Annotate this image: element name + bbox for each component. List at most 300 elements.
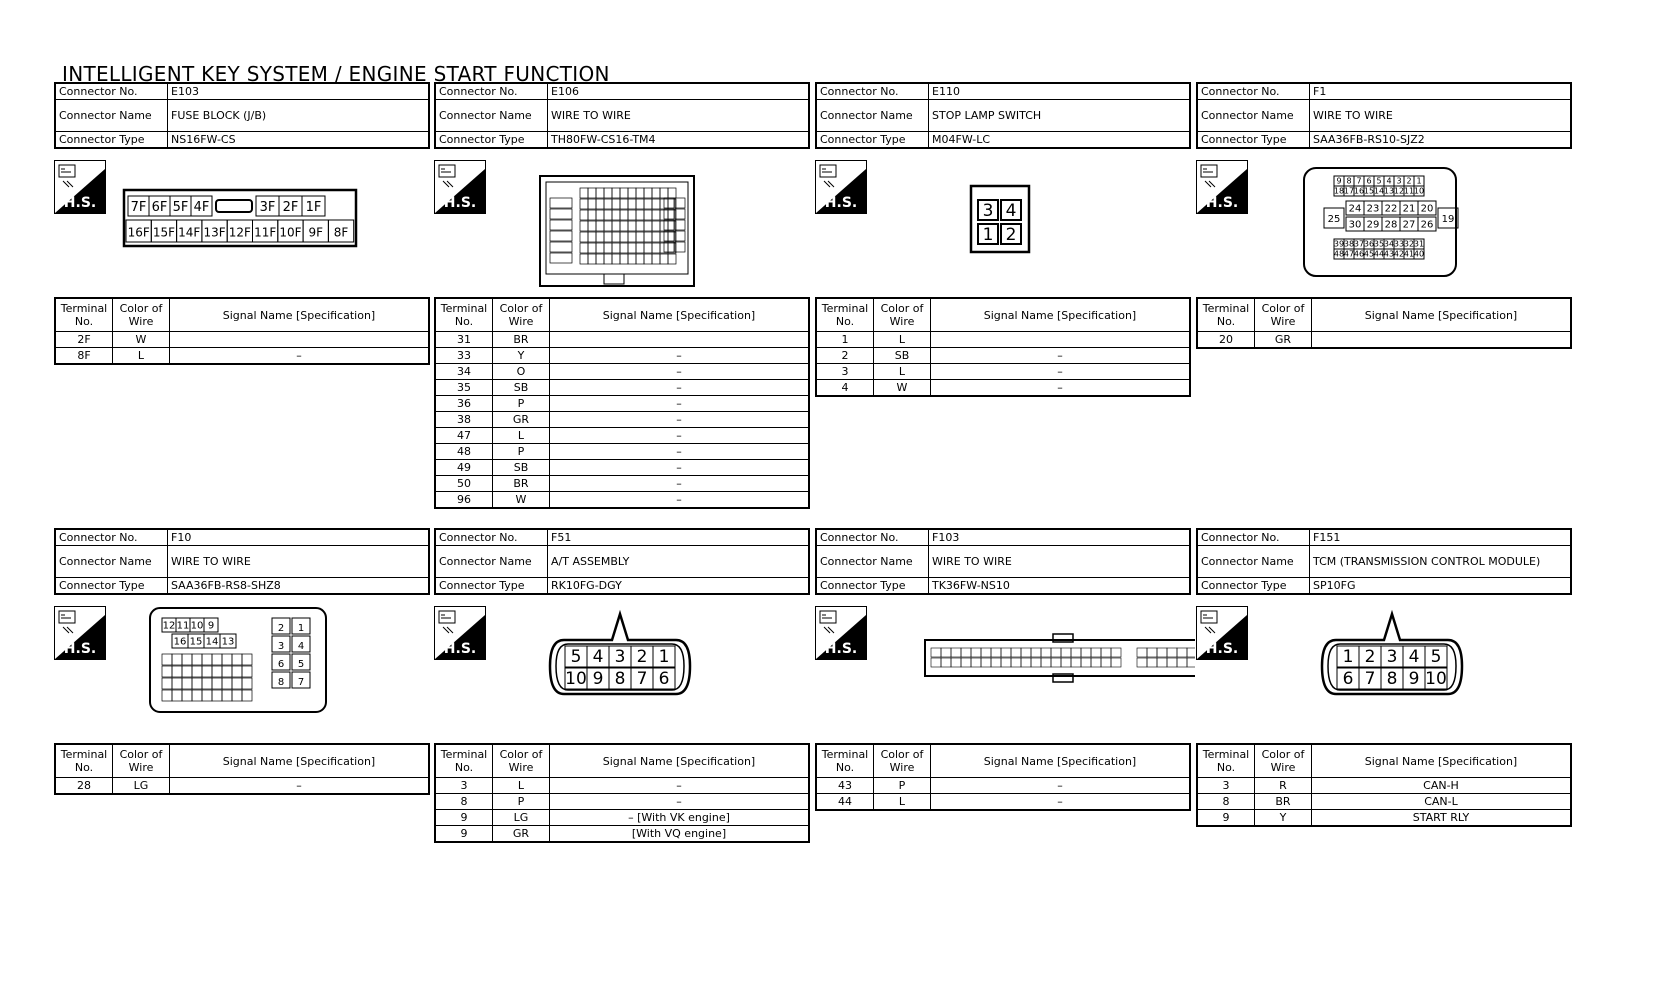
pin-label: 10: [190, 620, 204, 632]
pin-label: 36: [1363, 239, 1375, 249]
pin-label: 7F: [130, 200, 147, 215]
terminal-row: [816, 778, 1190, 794]
pin-label: 10: [1413, 186, 1425, 196]
wire-color: SB: [493, 380, 550, 396]
pin-label: 7: [636, 668, 648, 689]
terminal-row: [55, 778, 429, 795]
signal-name: –: [931, 778, 1191, 794]
terminal-no: 1: [816, 332, 874, 348]
wire-color: W: [113, 332, 170, 348]
signal-table: [815, 743, 1191, 811]
connector-name: WIRE TO WIRE: [929, 546, 1191, 578]
signal-name: –: [931, 380, 1191, 397]
connector-name-label: Connector Name: [1197, 100, 1310, 132]
terminal-no-header: Terminal No.: [816, 744, 874, 778]
pin-label: 37: [1353, 239, 1365, 249]
wire-color: BR: [1255, 794, 1312, 810]
signal-name: –: [550, 476, 810, 492]
wire-color: Y: [493, 348, 550, 364]
connector-no-label: Connector No.: [1197, 83, 1310, 100]
connector-block-f151: [1196, 528, 1576, 968]
signal-table: [434, 297, 810, 509]
signal-name: –: [550, 778, 810, 794]
pin-label: 5: [570, 646, 582, 667]
wire-color: GR: [1255, 332, 1312, 349]
connector-block-e110: [815, 82, 1195, 522]
signal-name-header: Signal Name [Specification]: [170, 744, 430, 778]
pin-label: 2: [636, 646, 648, 667]
wire-color: BR: [493, 332, 550, 348]
connector-header: [434, 82, 810, 149]
connector-type: RK10FG-DGY: [548, 578, 810, 595]
pin-label: 3: [1396, 176, 1402, 186]
signal-name-header: Signal Name [Specification]: [550, 298, 810, 332]
pin-label: 10: [1425, 668, 1447, 689]
pin-label: 47: [1343, 249, 1355, 259]
pin-label: 26: [1420, 219, 1434, 231]
terminal-no: 9: [435, 810, 493, 826]
terminal-no: 28: [55, 778, 113, 795]
pin-label: 11: [1403, 186, 1415, 196]
harness-side-icon: [435, 607, 485, 659]
pin-label: 32: [1403, 239, 1415, 249]
pin-label: 6: [277, 659, 285, 670]
wire-color: P: [493, 396, 550, 412]
connector-type-label: Connector Type: [55, 132, 168, 149]
wire-color: BR: [493, 476, 550, 492]
pin-label: 4: [1386, 176, 1392, 186]
wire-color: SB: [874, 348, 931, 364]
signal-name: –: [550, 794, 810, 810]
terminal-no: 8F: [55, 348, 113, 365]
hs-badge: [1196, 160, 1248, 214]
terminal-no: 20: [1197, 332, 1255, 349]
terminal-no: 49: [435, 460, 493, 476]
terminal-row: [435, 460, 809, 476]
signal-name: –: [931, 364, 1191, 380]
connector-no-label: Connector No.: [435, 83, 548, 100]
signal-name: –: [550, 364, 810, 380]
pin-label: 4: [1005, 201, 1017, 221]
terminal-row: [816, 332, 1190, 348]
terminal-no: 36: [435, 396, 493, 412]
signal-name: [170, 332, 430, 348]
hs-label: H.S.: [824, 195, 858, 211]
connector-name: WIRE TO WIRE: [548, 100, 810, 132]
signal-name: [550, 332, 810, 348]
signal-name: –: [550, 396, 810, 412]
terminal-no: 96: [435, 492, 493, 509]
hs-badge: [1196, 606, 1248, 660]
pin-label: 2: [277, 623, 285, 634]
terminal-row: [435, 428, 809, 444]
wire-color: L: [493, 428, 550, 444]
wire-color: L: [874, 364, 931, 380]
pin-label: 11F: [254, 225, 277, 240]
connector-name: WIRE TO WIRE: [168, 546, 430, 578]
pin-label: 31: [1413, 239, 1425, 249]
connector-header: [815, 82, 1191, 149]
pin-label: 4: [592, 646, 604, 667]
harness-side-icon: [816, 161, 866, 213]
wire-color: Y: [1255, 810, 1312, 827]
terminal-row: [816, 380, 1190, 397]
pin-label: 5F: [172, 200, 189, 215]
terminal-row: [435, 778, 809, 794]
signal-name: –: [931, 794, 1191, 811]
pin-label: 2: [1406, 176, 1412, 186]
pin-label: 4: [297, 641, 305, 652]
connector-no-label: Connector No.: [55, 529, 168, 546]
pin-label: 13F: [203, 225, 226, 240]
terminal-no: 43: [816, 778, 874, 794]
connector-no: F1: [1310, 83, 1572, 100]
signal-table: [434, 743, 810, 843]
wire-color: L: [874, 332, 931, 348]
terminal-no: 34: [435, 364, 493, 380]
connector-header: [434, 528, 810, 595]
connector-type: TK36FW-NS10: [929, 578, 1191, 595]
connector-no: E106: [548, 83, 810, 100]
signal-name-header: Signal Name [Specification]: [170, 298, 430, 332]
pin-label: 28: [1384, 219, 1398, 231]
signal-name: –: [170, 778, 430, 795]
color-of-wire-header: Color of Wire: [113, 744, 170, 778]
pin-label: 1: [1416, 176, 1422, 186]
signal-name-header: Signal Name [Specification]: [550, 744, 810, 778]
pin-label: 10: [565, 668, 587, 689]
connector-name: STOP LAMP SWITCH: [929, 100, 1191, 132]
connector-no-label: Connector No.: [1197, 529, 1310, 546]
wire-color: GR: [493, 412, 550, 428]
pin-label: 40: [1413, 249, 1425, 259]
connector-name: TCM (TRANSMISSION CONTROL MODULE): [1310, 546, 1572, 578]
pin-label: 45: [1363, 249, 1375, 259]
terminal-row: [435, 412, 809, 428]
connector-name: A/T ASSEMBLY: [548, 546, 810, 578]
connector-block-f1: [1196, 82, 1576, 522]
color-of-wire-header: Color of Wire: [113, 298, 170, 332]
connector-name-label: Connector Name: [435, 100, 548, 132]
pin-label: 12: [1393, 186, 1405, 196]
connector-type-label: Connector Type: [816, 578, 929, 595]
pin-label: 5: [297, 659, 305, 670]
wire-color: LG: [493, 810, 550, 826]
pin-label: 38: [1343, 239, 1355, 249]
connector-no-label: Connector No.: [816, 529, 929, 546]
connector-no: E103: [168, 83, 430, 100]
pin-label: 1F: [305, 200, 322, 215]
connector-block-e103: [54, 82, 434, 522]
signal-name: –: [550, 380, 810, 396]
terminal-row: [435, 492, 809, 509]
connector-name: FUSE BLOCK (J/B): [168, 100, 430, 132]
hs-label: H.S.: [443, 641, 477, 657]
terminal-no-header: Terminal No.: [435, 744, 493, 778]
connector-diagram: [114, 604, 434, 734]
color-of-wire-header: Color of Wire: [874, 298, 931, 332]
terminal-no-header: Terminal No.: [55, 298, 113, 332]
connector-name-label: Connector Name: [816, 546, 929, 578]
terminal-row: [816, 348, 1190, 364]
signal-name: –: [550, 444, 810, 460]
terminal-row: [435, 396, 809, 412]
pin-label: 12F: [228, 225, 251, 240]
wire-color: P: [493, 794, 550, 810]
harness-side-icon: [55, 607, 105, 659]
terminal-no: 38: [435, 412, 493, 428]
pin-label: 7: [297, 677, 305, 688]
pin-label: 23: [1366, 203, 1380, 215]
connector-name-label: Connector Name: [55, 546, 168, 578]
connector-type-label: Connector Type: [1197, 132, 1310, 149]
connector-diagram: [494, 158, 814, 288]
connector-no: F151: [1310, 529, 1572, 546]
pin-label: 16: [1353, 186, 1365, 196]
pin-label: 9: [1336, 176, 1342, 186]
signal-name: –: [170, 348, 430, 365]
pin-label: 6F: [151, 200, 168, 215]
pin-label: 1: [1342, 646, 1354, 667]
pin-label: 30: [1348, 219, 1362, 231]
signal-name: –: [931, 348, 1191, 364]
terminal-row: [435, 476, 809, 492]
terminal-row: [816, 794, 1190, 811]
connector-diagram: [875, 158, 1195, 288]
terminal-no: 47: [435, 428, 493, 444]
wire-color: P: [874, 778, 931, 794]
hs-badge: [434, 606, 486, 660]
terminal-no: 2: [816, 348, 874, 364]
hs-badge: [815, 606, 867, 660]
signal-name-header: Signal Name [Specification]: [931, 298, 1191, 332]
pin-label: 2: [1005, 225, 1017, 245]
wire-color: L: [493, 778, 550, 794]
connector-block-f10: [54, 528, 434, 968]
terminal-no: 8: [1197, 794, 1255, 810]
connector-type: NS16FW-CS: [168, 132, 430, 149]
pin-label: 5: [1376, 176, 1382, 186]
terminal-no-header: Terminal No.: [55, 744, 113, 778]
wire-color: L: [113, 348, 170, 365]
wire-color: GR: [493, 826, 550, 843]
pin-label: 44: [1373, 249, 1385, 259]
pin-label: 4: [1408, 646, 1420, 667]
connector-name-label: Connector Name: [55, 100, 168, 132]
hs-badge: [434, 160, 486, 214]
connector-header: [1196, 528, 1572, 595]
pin-label: 13: [1383, 186, 1395, 196]
pin-label: 35: [1373, 239, 1385, 249]
wire-color: R: [1255, 778, 1312, 794]
harness-side-icon: [1197, 161, 1247, 213]
connector-no: F51: [548, 529, 810, 546]
terminal-no: 31: [435, 332, 493, 348]
connector-type: SP10FG: [1310, 578, 1572, 595]
pin-label: 3: [1386, 646, 1398, 667]
pin-label: 19: [1441, 214, 1455, 225]
pin-label: 25: [1327, 214, 1341, 225]
connector-type: SAA36FB-RS10-SJZ2: [1310, 132, 1572, 149]
terminal-row: [435, 810, 809, 826]
wire-color: W: [874, 380, 931, 397]
signal-name: START RLY: [1312, 810, 1572, 827]
terminal-row: [55, 332, 429, 348]
signal-name: –: [550, 460, 810, 476]
terminal-row: [55, 348, 429, 365]
connector-header: [1196, 82, 1572, 149]
connector-block-f51: [434, 528, 814, 968]
hs-badge: [815, 160, 867, 214]
pin-label: 15: [189, 636, 203, 648]
wire-color: W: [493, 492, 550, 509]
hs-badge: [54, 160, 106, 214]
hs-label: H.S.: [1205, 195, 1239, 211]
hs-label: H.S.: [1205, 641, 1239, 657]
terminal-no: 2F: [55, 332, 113, 348]
connector-header: [54, 528, 430, 595]
connector-type-label: Connector Type: [816, 132, 929, 149]
pin-label: 3F: [259, 200, 276, 215]
harness-side-icon: [55, 161, 105, 213]
terminal-row: [435, 380, 809, 396]
hs-label: H.S.: [824, 641, 858, 657]
pin-label: 5: [1430, 646, 1442, 667]
pin-label: 29: [1366, 219, 1380, 231]
connector-type-label: Connector Type: [435, 132, 548, 149]
wire-color: O: [493, 364, 550, 380]
signal-name: –: [550, 348, 810, 364]
terminal-row: [435, 794, 809, 810]
pin-label: 9: [1408, 668, 1420, 689]
pin-label: 27: [1402, 219, 1416, 231]
pin-label: 2: [1364, 646, 1376, 667]
pin-label: 15F: [152, 225, 176, 240]
pin-label: 16: [173, 636, 187, 648]
pin-label: 8F: [333, 225, 349, 240]
connector-no: E110: [929, 83, 1191, 100]
signal-table: [1196, 743, 1572, 827]
terminal-no-header: Terminal No.: [816, 298, 874, 332]
color-of-wire-header: Color of Wire: [1255, 744, 1312, 778]
signal-name-header: Signal Name [Specification]: [1312, 744, 1572, 778]
pin-label: 1: [297, 623, 305, 634]
connector-no-label: Connector No.: [435, 529, 548, 546]
pin-label: 8: [277, 677, 285, 688]
terminal-no: 3: [1197, 778, 1255, 794]
color-of-wire-header: Color of Wire: [874, 744, 931, 778]
connector-diagram: [494, 604, 814, 734]
connector-type: TH80FW-CS16-TM4: [548, 132, 810, 149]
pin-label: 1: [982, 225, 994, 245]
connector-type: M04FW-LC: [929, 132, 1191, 149]
pin-label: 9: [592, 668, 604, 689]
pin-label: 14: [205, 636, 219, 648]
signal-table: [1196, 297, 1572, 349]
connector-name: WIRE TO WIRE: [1310, 100, 1572, 132]
connector-header: [54, 82, 430, 149]
pin-label: 11: [176, 620, 190, 632]
terminal-no: 50: [435, 476, 493, 492]
connector-block-e106: [434, 82, 814, 522]
hs-badge: [54, 606, 106, 660]
harness-side-icon: [1197, 607, 1247, 659]
connector-diagram: [1256, 604, 1576, 734]
pin-label: 7: [1364, 668, 1376, 689]
connector-no-label: Connector No.: [55, 83, 168, 100]
page-title: INTELLIGENT KEY SYSTEM / ENGINE START FUNCTION: [62, 62, 610, 86]
wire-color: LG: [113, 778, 170, 795]
terminal-no: 33: [435, 348, 493, 364]
connector-no: F10: [168, 529, 430, 546]
pin-label: 41: [1403, 249, 1415, 259]
pin-label: 42: [1393, 249, 1405, 259]
terminal-no: 9: [435, 826, 493, 843]
pin-label: 9: [207, 620, 215, 632]
pin-label: 21: [1402, 203, 1416, 215]
pin-label: 6: [658, 668, 670, 689]
pin-label: 33: [1393, 239, 1405, 249]
signal-name: –: [550, 428, 810, 444]
pin-label: 24: [1348, 203, 1362, 215]
pin-label: 10F: [279, 225, 302, 240]
pin-label: 12: [162, 620, 176, 632]
connector-type-label: Connector Type: [55, 578, 168, 595]
hs-label: H.S.: [443, 195, 477, 211]
pin-label: 43: [1383, 249, 1395, 259]
pin-label: 1: [658, 646, 670, 667]
pin-label: 46: [1353, 249, 1365, 259]
signal-name: –: [550, 492, 810, 509]
signal-name: – [With VK engine]: [550, 810, 810, 826]
pin-label: 3: [277, 641, 285, 652]
terminal-no: 44: [816, 794, 874, 811]
harness-side-icon: [435, 161, 485, 213]
hs-label: H.S.: [63, 641, 97, 657]
terminal-row: [1197, 778, 1571, 794]
pin-label: 48: [1333, 249, 1345, 259]
pin-label: 17: [1343, 186, 1355, 196]
connector-diagram: [875, 604, 1195, 734]
terminal-row: [1197, 332, 1571, 349]
signal-name: [931, 332, 1191, 348]
pin-label: 13: [221, 636, 235, 648]
pin-label: 3: [614, 646, 626, 667]
terminal-row: [1197, 810, 1571, 827]
connector-no: F103: [929, 529, 1191, 546]
connector-diagram: [1256, 158, 1576, 288]
terminal-no-header: Terminal No.: [1197, 298, 1255, 332]
pin-label: 20: [1420, 203, 1434, 215]
signal-name-header: Signal Name [Specification]: [1312, 298, 1572, 332]
wire-color: P: [493, 444, 550, 460]
wire-color: SB: [493, 460, 550, 476]
terminal-no: 4: [816, 380, 874, 397]
signal-name-header: Signal Name [Specification]: [931, 744, 1191, 778]
connector-no-label: Connector No.: [816, 83, 929, 100]
pin-label: 3: [982, 201, 994, 221]
pin-label: 16F: [127, 225, 150, 240]
connector-name-label: Connector Name: [435, 546, 548, 578]
signal-name: –: [550, 412, 810, 428]
connector-type: SAA36FB-RS8-SHZ8: [168, 578, 430, 595]
color-of-wire-header: Color of Wire: [493, 744, 550, 778]
signal-name: CAN-H: [1312, 778, 1572, 794]
pin-label: 8: [1346, 176, 1352, 186]
pin-label: 34: [1383, 239, 1395, 249]
connector-type-label: Connector Type: [1197, 578, 1310, 595]
terminal-row: [816, 364, 1190, 380]
